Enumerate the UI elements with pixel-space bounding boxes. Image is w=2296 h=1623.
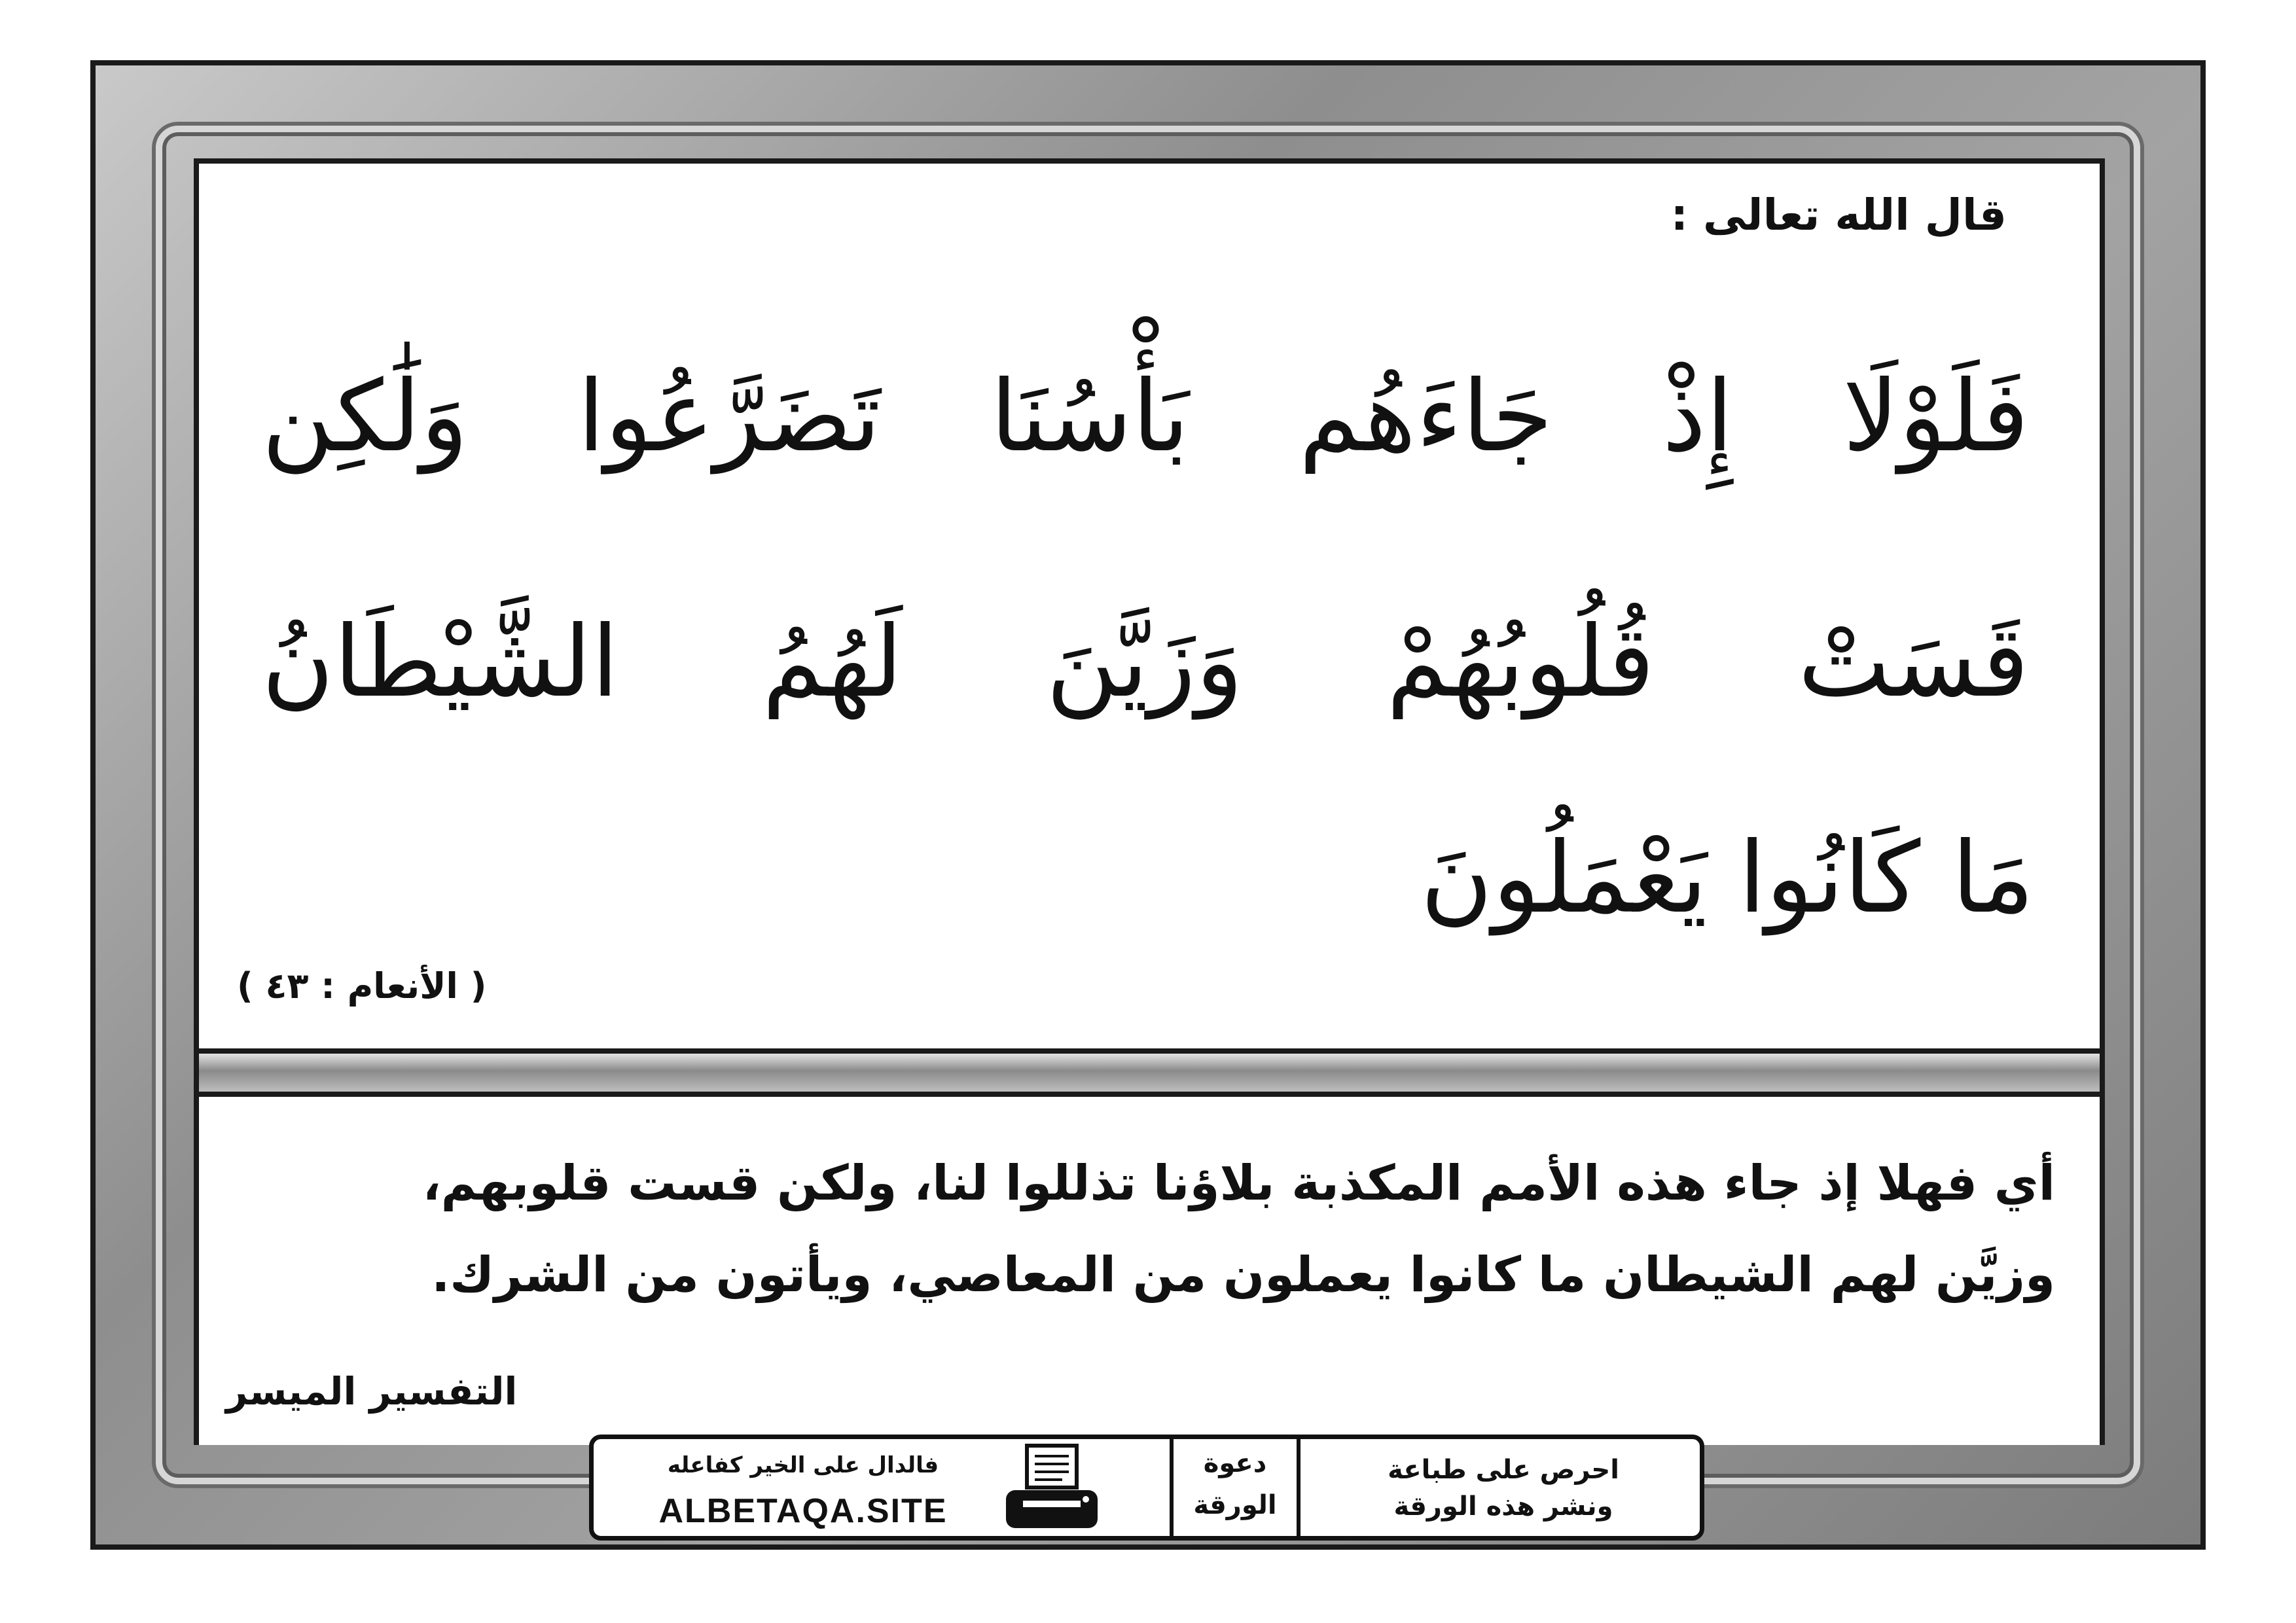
dawah-logo [1170,1439,1300,1536]
verse-line-1: فَلَوْلَا إِذْ جَاءَهُم بَأْسُنَا تَضَرَّعُوا وَلَٰكِن [262,360,2029,474]
footer-slogan: فالدال على الخير كفاعله [667,1452,939,1478]
print-note-line-1: احرص على طباعة [1388,1455,1619,1485]
print-note-line-2: ونشر هذه الورقة [1393,1491,1613,1522]
footer-site-link[interactable]: ALBETAQA.SITE [658,1492,948,1530]
verse-line-2: قَسَتْ قُلُوبُهُمْ وَزَيَّنَ لَهُمُ الشَّيْطَانُ [262,605,2029,719]
footer-site-block [594,1439,1013,1536]
footer-print-note [1307,1439,1700,1536]
tafsir-source: التفسير الميسر [226,1369,518,1414]
logo-line-1: دعوة [1203,1448,1267,1478]
verse-reference: ( الأنعام : ٤٣ ) [237,965,487,1007]
intro-heading: قال الله تعالى : [1670,190,2007,240]
tafsir-line-1: أي فهلا إذ جاء هذه الأمم المكذبة بلاؤنا تذللوا لنا، ولكن قست قلوبهم، [422,1155,2055,1211]
tafsir-line-2: وزيَّن لهم الشيطان ما كانوا يعملون من المعاصي، ويأتون من الشرك. [431,1247,2055,1303]
footer-bar [589,1435,1704,1541]
printer-icon [986,1439,1117,1536]
verse-line-3: مَا كَانُوا يَعْمَلُونَ [1420,821,2034,935]
logo-line-2: الورقة [1193,1490,1277,1520]
panel-divider [194,1048,2105,1097]
